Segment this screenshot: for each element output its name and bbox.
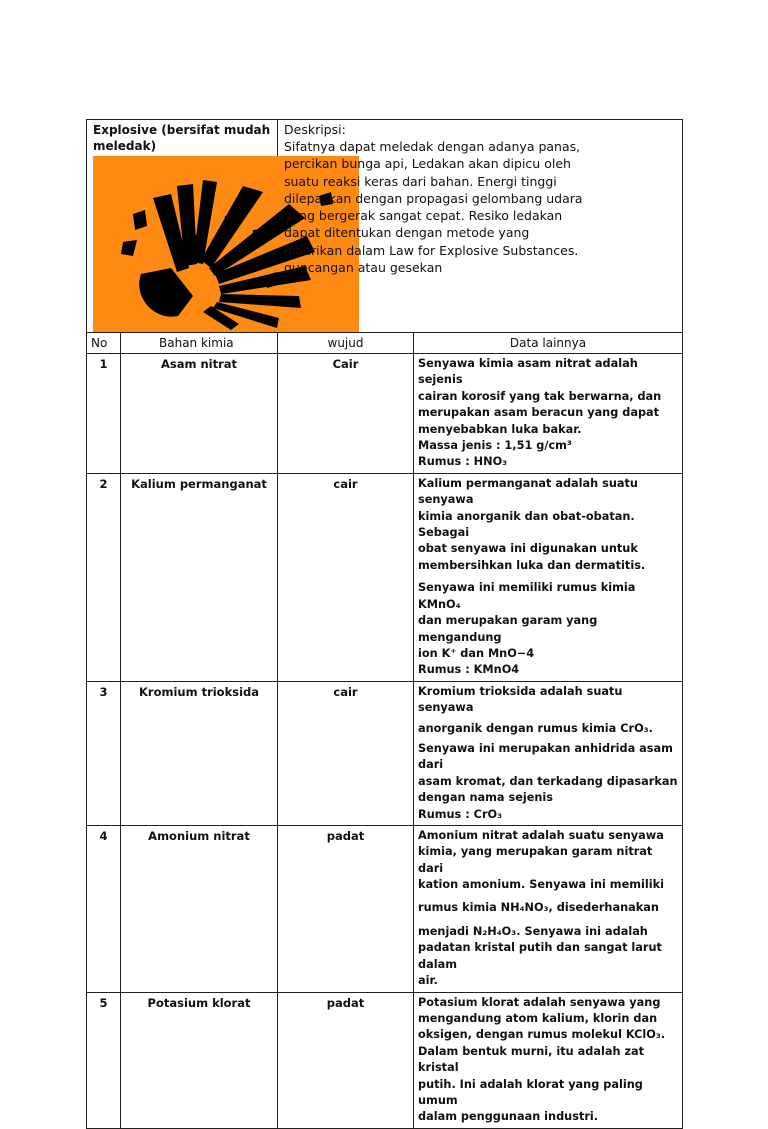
header-data: Data lainnya <box>414 333 683 354</box>
data-line: dalam penggunaan industri. <box>418 1110 599 1124</box>
data-line: anorganik dengan rumus kimia CrO₃. <box>418 721 653 735</box>
row-state: padat <box>278 825 414 992</box>
table-row <box>87 681 683 825</box>
row-state: cair <box>278 473 414 681</box>
row-name: Kromium trioksida <box>121 681 278 825</box>
row-no: 5 <box>87 992 121 1128</box>
description-body <box>278 138 682 276</box>
data-line: rumus kimia NH₄NO₃, disederhanakan <box>418 900 659 914</box>
table-row <box>87 825 683 992</box>
data-line: padatan kristal putih dan sangat larut dalam <box>418 941 662 971</box>
data-line: Dalam bentuk murni, itu adalah zat kristal <box>418 1044 645 1075</box>
table-row <box>87 992 683 1128</box>
row-data <box>414 825 683 992</box>
data-line: Rumus : CrO₃ <box>418 807 503 821</box>
description-line: guncangan atau gesekan <box>284 260 443 276</box>
row-no: 4 <box>87 825 121 992</box>
description-line: dapat ditentukan dengan metode yang <box>284 225 530 241</box>
data-line: kimia anorganik dan obat-obatan. Sebagai <box>418 509 635 540</box>
data-line: dan merupakan garam yang mengandung <box>418 614 598 644</box>
data-line: Potasium klorat adalah senyawa yang <box>418 995 661 1009</box>
hazard-cell <box>87 120 278 333</box>
row-no: 3 <box>87 681 121 825</box>
row-state: padat <box>278 992 414 1128</box>
chemical-table <box>86 119 683 1129</box>
description-line: yang bergerak sangat cepat. Resiko ledakan <box>284 208 563 224</box>
table-row <box>87 354 683 474</box>
row-state: Cair <box>278 354 414 474</box>
data-line: Senyawa ini merupakan anhidrida asam dari <box>418 741 673 772</box>
row-data <box>414 681 683 825</box>
data-line: Amonium nitrat adalah suatu senyawa <box>418 828 664 842</box>
row-data <box>414 992 683 1128</box>
description-heading: Deskripsi: <box>284 122 346 137</box>
data-line: merupakan asam beracun yang dapat <box>418 406 660 420</box>
row-state: cair <box>278 681 414 825</box>
description-line: diberikan dalam Law for Explosive Substances. <box>284 242 579 258</box>
data-line: Rumus : HNO₃ <box>418 455 508 469</box>
description-line: dilepaskan dengan propagasi gelombang udara <box>284 190 583 206</box>
row-name: Potasium klorat <box>121 992 278 1128</box>
data-line: cairan korosif yang tak berwarna, dan <box>418 389 662 403</box>
data-line: Senyawa ini memiliki rumus kimia KMnO₄ <box>418 581 636 611</box>
data-line: Kalium permanganat adalah suatu senyawa <box>418 476 638 507</box>
row-name: Kalium permanganat <box>121 473 278 681</box>
data-line: membersihkan luka dan dermatitis. <box>418 558 646 572</box>
description-line: Sifatnya dapat meledak dengan adanya panas, <box>284 139 581 154</box>
data-line: Massa jenis : 1,51 g/cm³ <box>418 439 572 453</box>
data-line: air. <box>418 974 438 988</box>
row-name: Amonium nitrat <box>121 825 278 992</box>
row-no: 2 <box>87 473 121 681</box>
hazard-title: Explosive (bersifat mudah meledak) <box>93 123 271 153</box>
data-line: mengandung atom kalium, klorin dan <box>418 1012 658 1026</box>
data-line: Kromium trioksida adalah suatu senyawa <box>418 684 623 715</box>
row-data <box>414 354 683 474</box>
document-page <box>86 119 682 1129</box>
row-no: 1 <box>87 354 121 474</box>
data-line: obat senyawa ini digunakan untuk <box>418 542 638 556</box>
table-header-row <box>87 333 683 354</box>
data-line: menjadi N₂H₄O₃. Senyawa ini adalah <box>418 925 648 938</box>
data-line: menyebabkan luka bakar. <box>418 422 582 436</box>
description-line: percikan bunga api, Ledakan akan dipicu oleh <box>284 156 571 172</box>
row-data <box>414 473 683 681</box>
header-name: Bahan kimia <box>121 333 278 354</box>
data-line: kation amonium. Senyawa ini memiliki <box>418 878 664 892</box>
hazard-row <box>87 120 683 333</box>
data-line: Rumus : KMnO4 <box>418 663 520 677</box>
data-line: kimia, yang merupakan garam nitrat dari <box>418 845 653 875</box>
row-name: Asam nitrat <box>121 354 278 474</box>
table-row <box>87 473 683 681</box>
header-state: wujud <box>278 333 414 354</box>
data-line: oksigen, dengan rumus molekul KClO₃. <box>418 1028 666 1042</box>
header-no: No <box>87 333 121 354</box>
description-line: suatu reaksi keras dari bahan. Energi tinggi <box>284 173 557 189</box>
data-line: dengan nama sejenis <box>418 791 554 805</box>
data-line: ion K⁺ dan MnO−4 <box>418 646 535 660</box>
data-line: putih. Ini adalah klorat yang paling umum <box>418 1077 643 1108</box>
data-line: asam kromat, dan terkadang dipasarkan <box>418 774 678 788</box>
data-line: Senyawa kimia asam nitrat adalah sejenis <box>418 357 638 387</box>
